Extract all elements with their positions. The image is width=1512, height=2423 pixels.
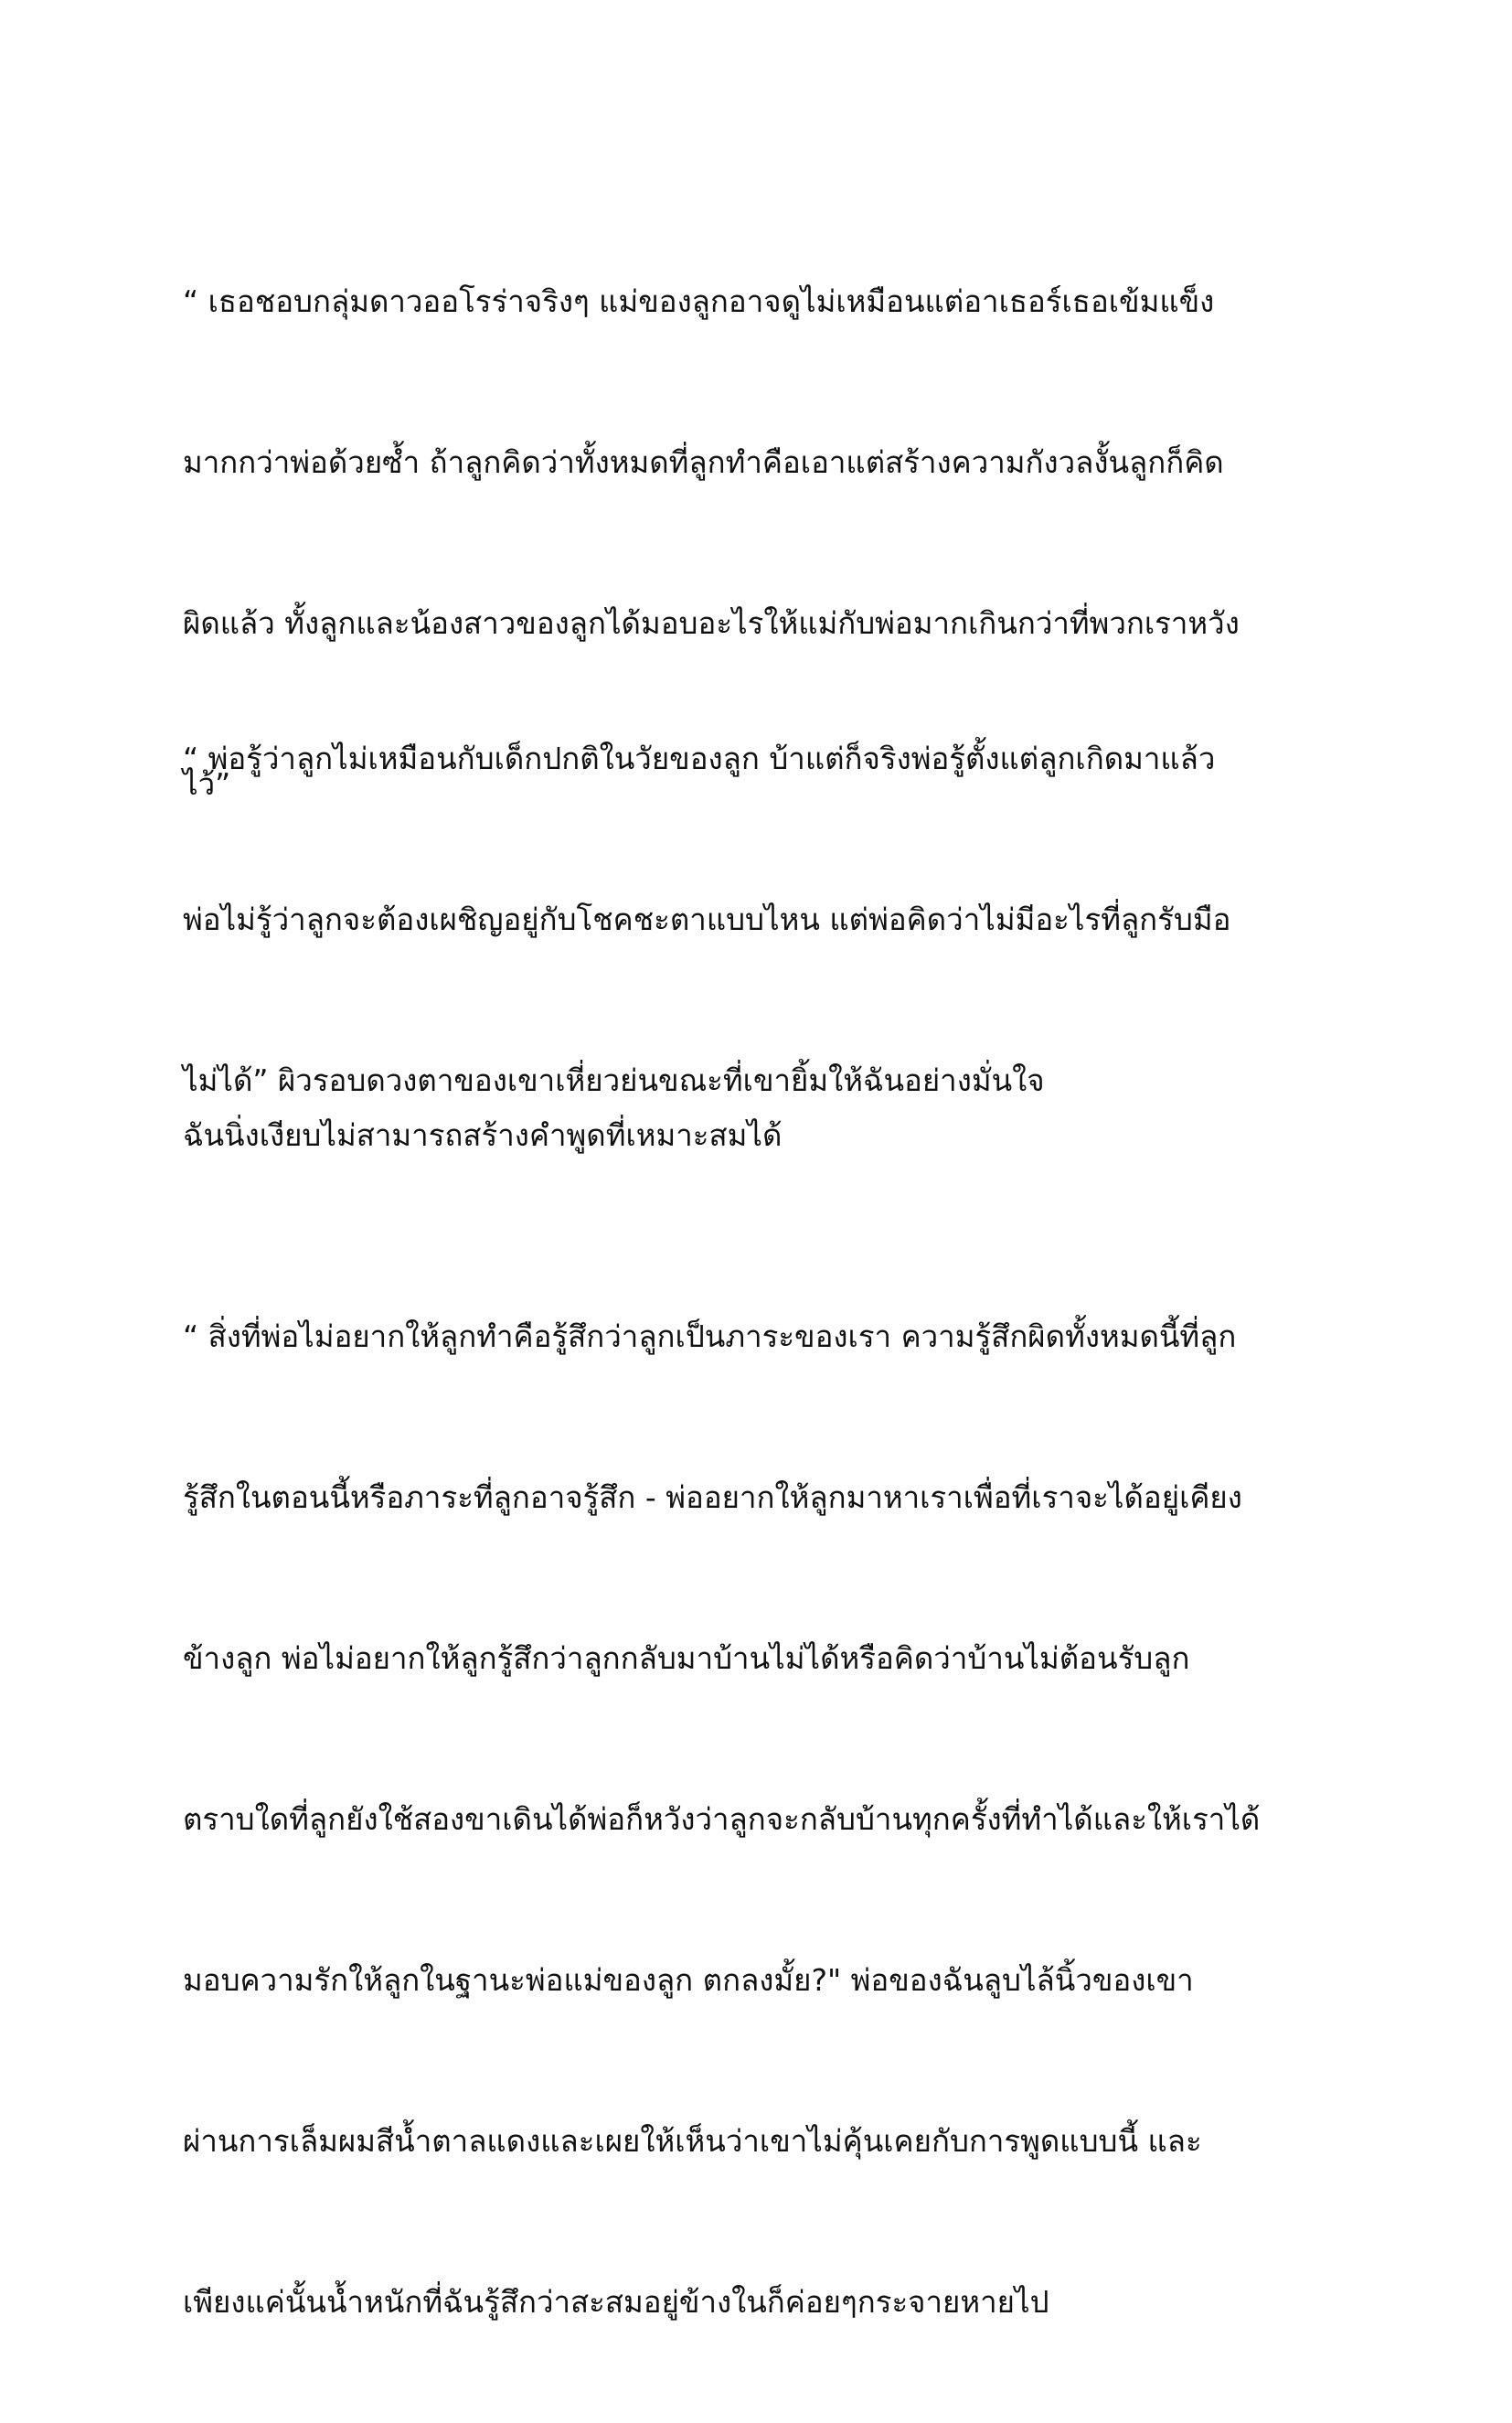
text-line: ไม่ได้” ผิวรอบดวงตาของเขาเหี่ยวย่นขณะที่เขายิ้มให้ฉันอย่างมั่นใจ [183,1062,1045,1098]
paragraph-not-a-burden [183,1216,1353,2423]
text-line: รู้สึกในตอนนี้หรือภาระที่ลูกอาจรู้สึก - พ่ออยากให้ลูกมาหาเราเพื่อที่เราจะได้อยู่เคียง [183,1479,1242,1515]
text-line: ข้างลูก พ่อไม่อยากให้ลูกรู้สึกว่าลูกกลับมาบ้านไม่ได้หรือคิดว่าบ้านไม่ต้อนรับลูก [183,1640,1190,1676]
text-line: เพียงแค่นั้นน้ำหนักที่ฉันรู้สึกว่าสะสมอยู่ข้างในก็ค่อยๆกระจายหายไป [183,2284,1049,2320]
text-line: มอบความรักให้ลูกในฐานะพ่อแม่ของลูก ตกลงมั้ย?" พ่อของฉันลูบไล้นิ้วของเขา [183,1962,1194,1998]
text-line: ไว้” [183,766,231,802]
text-line: มากกว่าพ่อด้วยซ้ำ ถ้าลูกคิดว่าทั้งหมดที่ลูกทำคือเอาแต่สร้างความกังวลงั้นลูกก็คิด [183,444,1224,480]
text-line: “ พ่อรู้ว่าลูกไม่เหมือนกับเด็กปกติในวัยของลูก บ้าแต่ก็จริงพ่อรู้ตั้งแต่ลูกเกิดมาแล้ว [183,741,1216,776]
text-line: พ่อไม่รู้ว่าลูกจะต้องเผชิญอยู่กับโชคชะตาแบบไหน แต่พ่อคิดว่าไม่มีอะไรที่ลูกรับมือ [183,902,1231,937]
text-line: “ เธอชอบกลุ่มดาวออโรร่าจริงๆ แม่ของลูกอาจดูไม่เหมือนแต่อาเธอร์เธอเข้มแข็ง [183,283,1215,319]
text-line: “ สิ่งที่พ่อไม่อยากให้ลูกทำคือรู้สึกว่าลูกเป็นภาระของเรา ความรู้สึกผิดทั้งหมดนี้ที่ลูก [183,1318,1237,1354]
text-line: ผิดแล้ว ทั้งลูกและน้องสาวของลูกได้มอบอะไรให้แม่กับพ่อมากเกินกว่าที่พวกเราหวัง [183,605,1240,641]
text-line: ตราบใดที่ลูกยังใช้สองขาเดินได้พ่อก็หวังว่าลูกจะกลับบ้านทุกครั้งที่ทำได้และให้เราได้ [183,1801,1261,1837]
text-line: ฉันนิ่งเงียบไม่สามารถสร้างคำพูดที่เหมาะสมได้ [183,1117,783,1153]
text-line: ผ่านการเล็มผมสีน้ำตาลแดงและเผยให้เห็นว่าเขาไม่คุ้นเคยกับการพูดแบบนี้ และ [183,2123,1202,2159]
